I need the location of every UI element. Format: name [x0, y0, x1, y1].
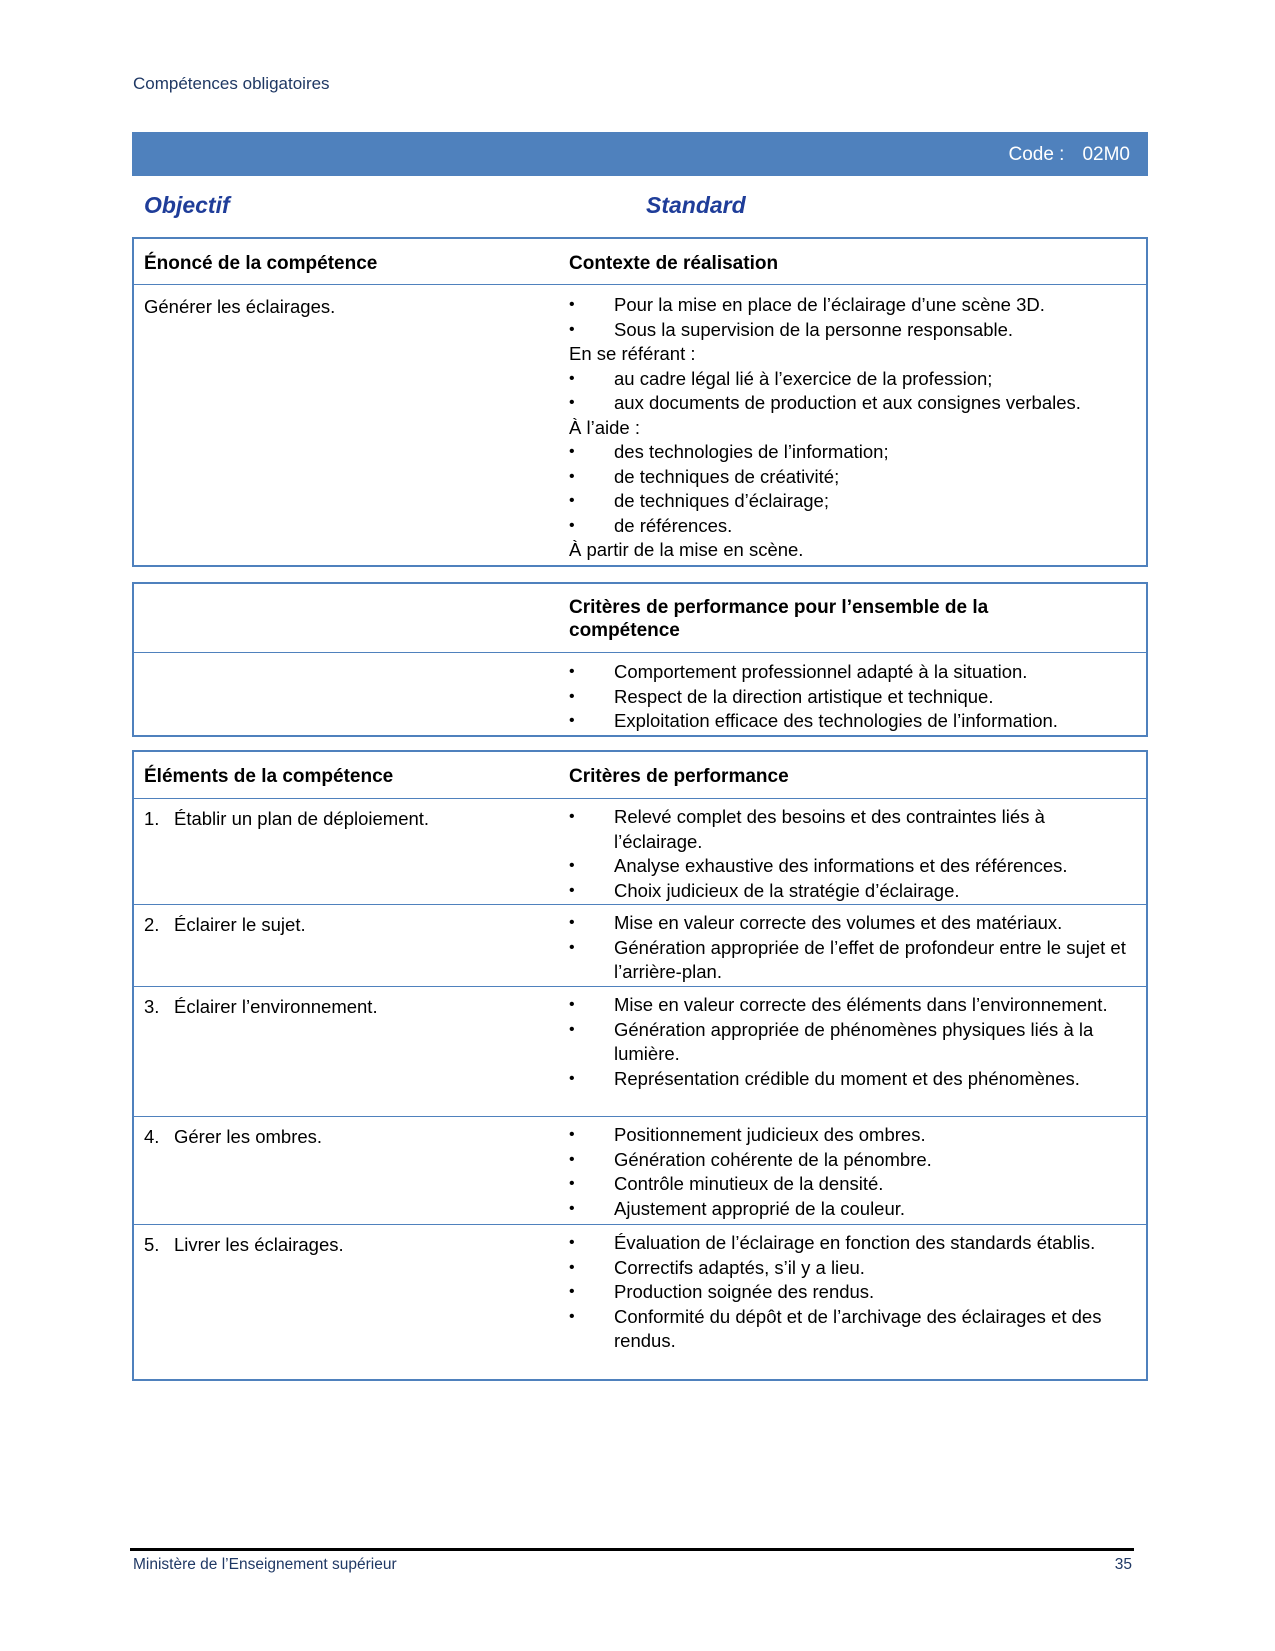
table-row [134, 652, 1146, 735]
element-3 [144, 995, 554, 1020]
list-item: • Sous la supervision de la personne responsable. [569, 318, 1134, 343]
list-item: • aux documents de production et aux consignes verbales. [569, 391, 1134, 416]
list-item: • Analyse exhaustive des informations et des références. [569, 854, 1134, 879]
table-header-row [134, 584, 1146, 652]
table-row [134, 284, 1146, 565]
list-item: • des technologies de l’information; [569, 440, 1134, 465]
list-item: • Relevé complet des besoins et des contraintes liés à l’éclairage. [569, 805, 1134, 854]
table-row [134, 904, 1146, 986]
section-title-objectif: Objectif [144, 192, 230, 218]
element-label: Éclairer l’environnement. [174, 996, 378, 1017]
code-label: Code : [1008, 144, 1065, 165]
list-item: • Choix judicieux de la stratégie d’éclairage. [569, 879, 1134, 904]
list-item: • Respect de la direction artistique et technique. [569, 685, 1134, 710]
context-list [569, 293, 1134, 563]
context-intro-help: À l’aide : [569, 416, 640, 438]
element-number: 3. [144, 996, 160, 1017]
list-item: • Exploitation efficace des technologies de l’information. [569, 709, 1134, 734]
table-row [134, 1224, 1146, 1379]
element-5 [144, 1233, 554, 1258]
list-item: • au cadre légal lié à l’exercice de la profession; [569, 367, 1134, 392]
element-label: Livrer les éclairages. [174, 1234, 344, 1255]
element-4 [144, 1125, 554, 1150]
element-number: 4. [144, 1126, 160, 1147]
element-label: Établir un plan de déploiement. [174, 808, 430, 829]
element-number: 5. [144, 1234, 160, 1255]
section-title-standard: Standard [646, 192, 746, 218]
competency-statement: Générer les éclairages. [144, 296, 336, 317]
context-intro-referring: En se référant : [569, 343, 696, 364]
table-header-row [134, 752, 1146, 798]
criteria-list [569, 993, 1134, 1091]
table-row [134, 798, 1146, 904]
footer-divider [130, 1548, 1134, 1551]
competency-code [1008, 144, 1130, 166]
element-label: Gérer les ombres. [174, 1126, 323, 1147]
list-item: • Comportement professionnel adapté à la situation. [569, 660, 1134, 685]
page-number: 35 [1114, 1556, 1132, 1573]
list-item: • Production soignée des rendus. [569, 1280, 1134, 1305]
element-number: 1. [144, 808, 160, 829]
list-item: • Représentation crédible du moment et des phénomènes. [569, 1067, 1134, 1092]
context-header: Contexte de réalisation [569, 253, 779, 274]
list-item: • de références. [569, 514, 1134, 539]
list-item: • Positionnement judicieux des ombres. [569, 1123, 1134, 1148]
list-item: • Génération cohérente de la pénombre. [569, 1148, 1134, 1173]
criteria-list [569, 805, 1134, 903]
footer-ministry: Ministère de l’Enseignement supérieur [133, 1556, 397, 1573]
list-item: • Ajustement approprié de la couleur. [569, 1197, 1134, 1222]
overall-criteria-list [569, 660, 1134, 734]
element-2 [144, 913, 554, 938]
list-item: • Génération appropriée de l’effet de profondeur entre le sujet et l’arrière-plan. [569, 936, 1134, 985]
elements-criteria-table [132, 750, 1148, 1381]
list-item: • Conformité du dépôt et de l’archivage des éclairages et des rendus. [569, 1305, 1134, 1354]
criteria-list [569, 1231, 1134, 1354]
list-item: • Mise en valeur correcte des volumes et des matériaux. [569, 911, 1134, 936]
list-item: • Génération appropriée de phénomènes physiques liés à la lumière. [569, 1018, 1134, 1067]
list-item: • Contrôle minutieux de la densité. [569, 1172, 1134, 1197]
list-item: • Mise en valeur correcte des éléments dans l’environnement. [569, 993, 1134, 1018]
criteria-list [569, 911, 1134, 985]
list-item: • de techniques d’éclairage; [569, 489, 1134, 514]
statement-header: Énoncé de la compétence [144, 253, 378, 274]
criteria-list [569, 1123, 1134, 1221]
element-number: 2. [144, 914, 160, 935]
table-row [134, 1116, 1146, 1224]
context-closing: À partir de la mise en scène. [569, 539, 804, 560]
list-item: • de techniques de créativité; [569, 465, 1134, 490]
table-header-row [134, 239, 1146, 284]
list-item: • Correctifs adaptés, s’il y a lieu. [569, 1256, 1134, 1281]
table-row [134, 986, 1146, 1116]
list-item: • Pour la mise en place de l’éclairage d’une scène 3D. [569, 293, 1134, 318]
code-bar [132, 132, 1148, 176]
overall-criteria-table [132, 582, 1148, 737]
element-label: Éclairer le sujet. [174, 914, 306, 935]
code-value: 02M0 [1082, 144, 1130, 165]
element-1 [144, 807, 554, 832]
overall-criteria-header: Critères de performance pour l’ensemble de la compétence [569, 597, 989, 641]
competency-context-table [132, 237, 1148, 567]
elements-header: Éléments de la compétence [144, 766, 394, 787]
criteria-header: Critères de performance [569, 766, 789, 787]
list-item: • Évaluation de l’éclairage en fonction des standards établis. [569, 1231, 1134, 1256]
document-category: Compétences obligatoires [133, 74, 330, 93]
